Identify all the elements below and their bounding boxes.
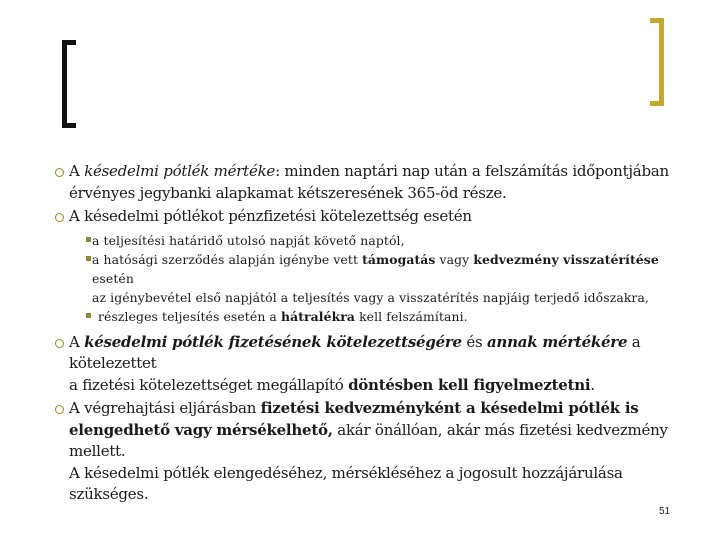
right-bracket-decoration: [650, 18, 664, 106]
square-bullet-icon: [86, 237, 91, 242]
sub-bullet-item: részleges teljesítés esetén a hátralékra kell felszámítani.: [86, 307, 704, 326]
bullet-icon: [55, 168, 64, 177]
bullet-item: [54, 206, 704, 228]
bullet-line: a fizetési kötelezettséget megállapító döntésben kell figyelmeztetni.: [69, 375, 595, 394]
sub-bullet-item: a teljesítési határidő utolsó napját követő naptól,: [86, 231, 704, 250]
bullet-line: elengedhető vagy mérsékelhető, akár önállóan, akár más fizetési kedvezmény mellett.: [69, 420, 668, 460]
sub-bullet-line: az igénybevétel első napjától a teljesítés vagy a visszatérítés napjáig terjedő időszakra,: [92, 289, 649, 305]
bullet-item: [54, 398, 704, 506]
square-bullet-icon: [86, 256, 91, 261]
bullet-icon: [55, 405, 64, 414]
bullet-item: [54, 332, 704, 397]
bullet-line: A késedelmi pótlékot pénzfizetési kötelezettség esetén: [69, 207, 472, 225]
sub-bullet-line: a hatósági szerződés alapján igénybe vett támogatás vagy kedvezmény visszatérítése esetén: [92, 251, 659, 286]
square-bullet-icon: [86, 313, 91, 318]
sub-bullet-item: [86, 250, 704, 307]
bullet-item: [54, 161, 704, 204]
bullet-line: érvényes jegybanki alapkamat kétszeresének 365-öd része.: [69, 183, 507, 202]
page-number: 51: [659, 506, 671, 517]
bullet-line: A késedelmi pótlék mértéke: minden naptári nap után a felszámítás időpontjában: [69, 162, 669, 180]
sub-bullet-list: [54, 231, 704, 326]
bullet-line: A késedelmi pótlék fizetésének kötelezettségére és annak mértékére a kötelezettet: [69, 332, 641, 372]
slide-content: [54, 161, 704, 508]
bullet-line: A késedelmi pótlék elengedéséhez, mérsékléséhez a jogosult hozzájárulása szükséges.: [69, 463, 623, 503]
left-bracket-decoration: [62, 40, 76, 128]
bullet-line: A végrehajtási eljárásban fizetési kedvezményként a késedelmi pótlék is: [69, 399, 639, 417]
term-rate: késedelmi pótlék mértéke: [84, 162, 276, 180]
bullet-icon: [55, 339, 64, 348]
bullet-icon: [55, 213, 64, 222]
